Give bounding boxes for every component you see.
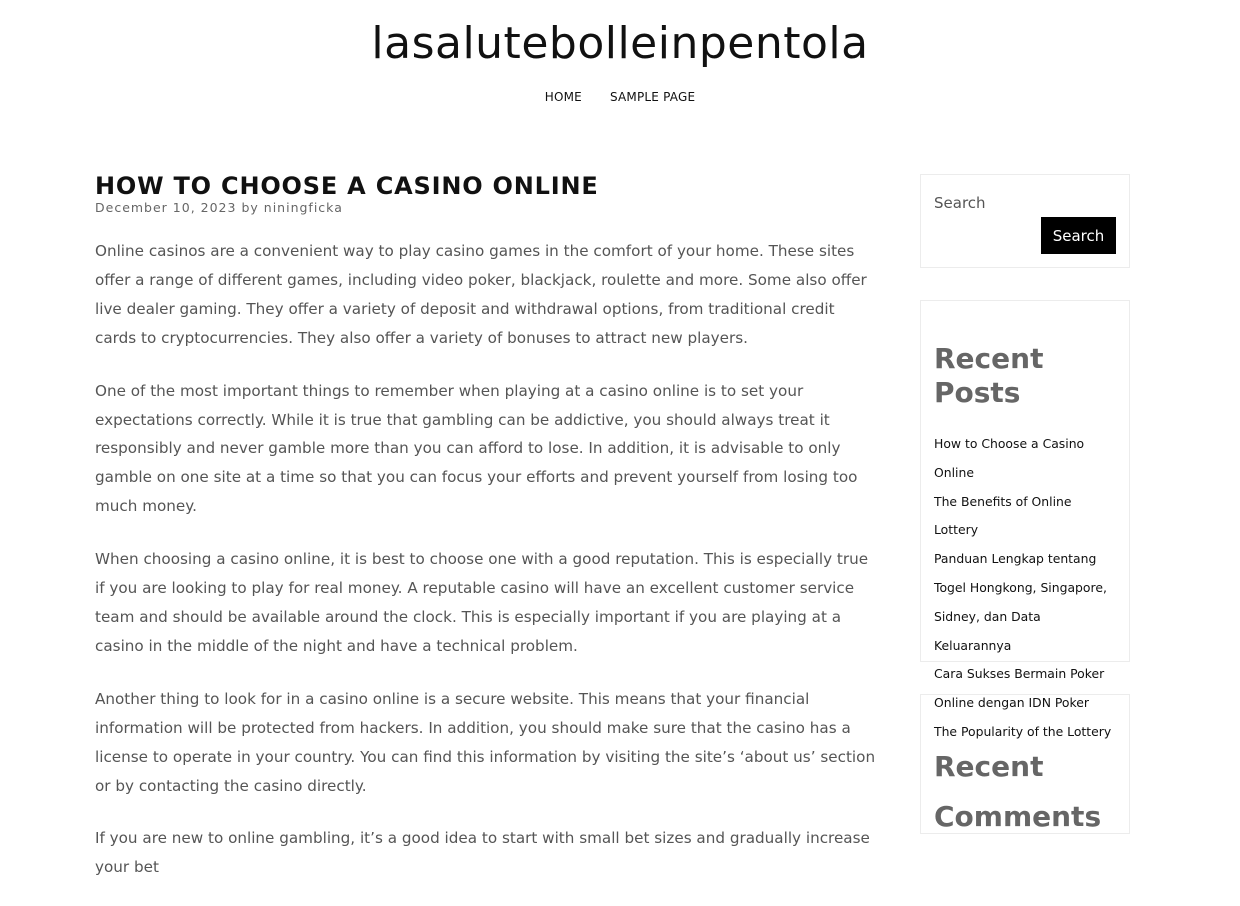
recent-posts-widget bbox=[920, 300, 1130, 739]
recent-posts-list bbox=[934, 430, 1116, 747]
recent-posts-title: Recent Posts bbox=[934, 342, 1044, 409]
post-date-link[interactable]: December 10, 2023 bbox=[95, 200, 237, 215]
site-title[interactable]: lasalutebolleinpentola bbox=[371, 18, 869, 69]
nav-item-sample-page[interactable]: SAMPLE PAGE bbox=[609, 90, 696, 104]
recent-post-link[interactable]: Cara Sukses Bermain Poker Online dengan IDN Poker bbox=[934, 666, 1105, 711]
main-content bbox=[95, 170, 877, 906]
recent-comments-title: Recent Comments bbox=[934, 750, 1102, 833]
post-article bbox=[95, 170, 877, 882]
search-input[interactable] bbox=[934, 194, 1084, 212]
recent-post-item bbox=[934, 430, 1116, 488]
nav-item-home[interactable]: HOME bbox=[544, 90, 582, 104]
search-widget bbox=[920, 174, 1130, 268]
search-button[interactable]: Search bbox=[1041, 217, 1116, 254]
post-author-link[interactable]: niningficka bbox=[263, 200, 343, 215]
post-paragraph: Online casinos are a convenient way to play casino games in the comfort of your home. These sites offer a range of different games, including video poker, blackjack, roulette and more. Some also offer live dealer gaming. They offer a variety of deposit and withdrawal options, from traditional credit cards to cryptocurrencies. They also offer a variety of bonuses to attract new players. bbox=[95, 242, 867, 347]
main-navigation bbox=[0, 90, 1240, 104]
recent-post-link[interactable]: How to Choose a Casino Online bbox=[934, 436, 1085, 480]
post-paragraph: Another thing to look for in a casino online is a secure website. This means that your financial information will be protected from hackers. In addition, you should make sure that the casino has a license to operate in your country. You can find this information by visiting the site’s ‘about us’ section or by contacting the casino directly. bbox=[95, 689, 876, 795]
recent-post-link[interactable]: Panduan Lengkap tentang Togel Hongkong, Singapore, Sidney, dan Data Keluarannya bbox=[934, 551, 1107, 653]
recent-post-item bbox=[934, 660, 1116, 718]
post-paragraph: If you are new to online gambling, it’s a good idea to start with small bet sizes and gradually increase your bet bbox=[95, 829, 870, 877]
recent-post-item bbox=[934, 488, 1116, 546]
recent-post-item bbox=[934, 545, 1116, 660]
sidebar bbox=[920, 174, 1130, 834]
recent-post-link[interactable]: The Benefits of Online Lottery bbox=[934, 493, 1072, 538]
post-meta bbox=[95, 200, 877, 215]
recent-post-link[interactable]: The Popularity of the Lottery bbox=[934, 723, 1112, 739]
post-by-label: by bbox=[241, 200, 259, 215]
post-body bbox=[95, 237, 877, 882]
post-paragraph: One of the most important things to remember when playing at a casino online is to set your expectations correctly. While it is true that gambling can be addictive, you should always treat it responsibly and never gamble more than you can afford to lose. In addition, it is advisable to only gamble on one site at a time so that you can focus your efforts and prevent yourself from losing too much money. bbox=[95, 381, 858, 516]
post-paragraph: When choosing a casino online, it is best to choose one with a good reputation. This is especially true if you are looking to play for real money. A reputable casino will have an excellent customer service team and should be available around the clock. This is especially important if you are playing at a casino in the middle of the night and have a technical problem. bbox=[95, 550, 869, 655]
post-title: HOW TO CHOOSE A CASINO ONLINE bbox=[95, 172, 599, 200]
